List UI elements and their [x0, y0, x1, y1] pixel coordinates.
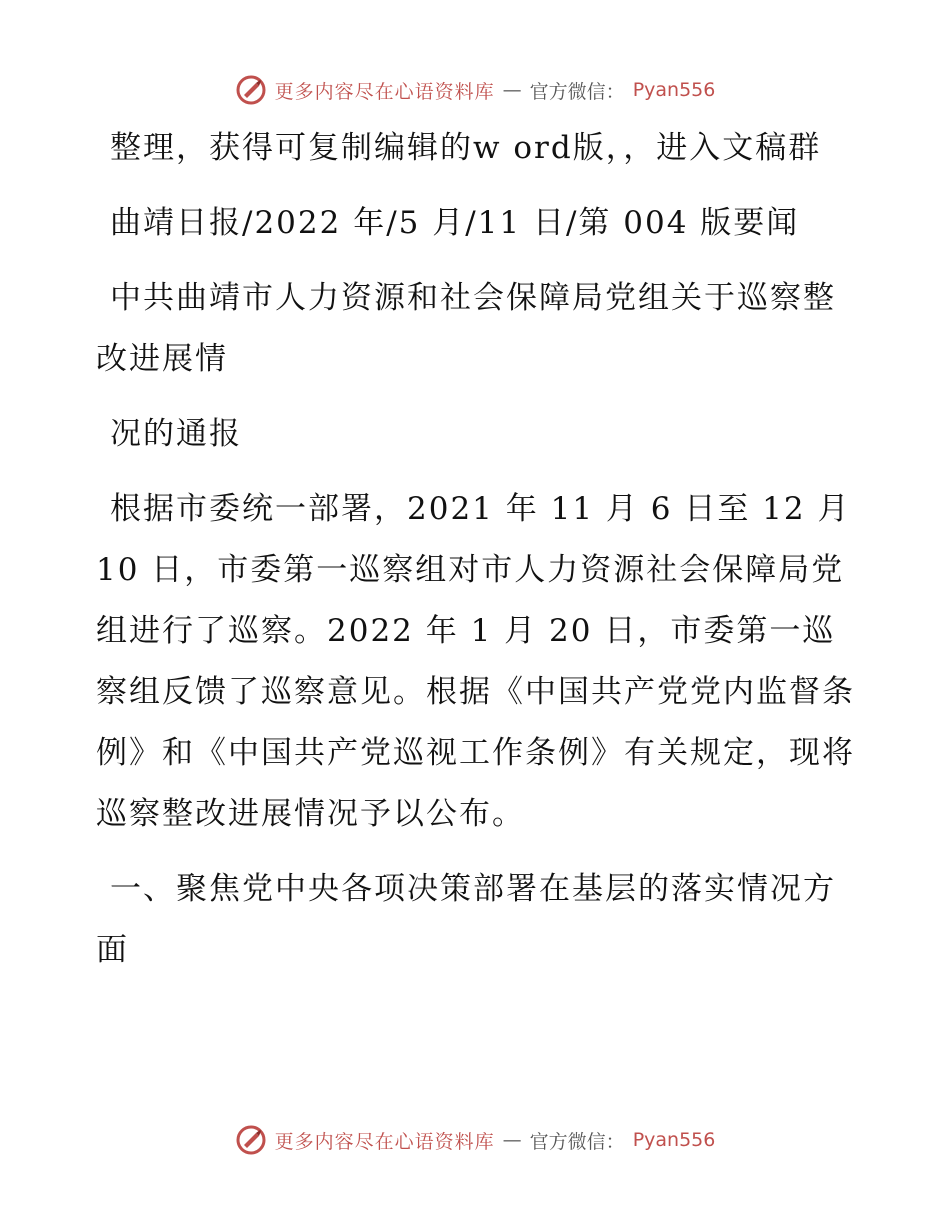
- doc-paragraph-note: 整理，获得可复制编辑的w ord版，，进入文稿群: [110, 130, 822, 166]
- doc-paragraph-source: 曲靖日报/2022 年/5 月/11 日/第 004 版要闻: [110, 205, 800, 241]
- watermark-wechat-label: 官方微信：: [529, 1130, 625, 1153]
- watermark-wechat-id: Pyan556: [632, 1129, 716, 1151]
- doc-section-heading: 一、聚焦党中央各项决策部署在基层的落实情况方面: [96, 871, 836, 968]
- header-watermark: [0, 70, 950, 110]
- watermark-separator: —: [502, 79, 522, 101]
- brand-logo-icon: [235, 1124, 267, 1156]
- watermark-wechat-label: 官方微信：: [529, 80, 625, 103]
- watermark-text: 更多内容尽在心语资料库: [274, 80, 495, 103]
- document-body: [96, 118, 856, 995]
- doc-paragraph-body: 根据市委统一部署，2021 年 11 月 6 日至 12 月 10 日，市委第一巡察组对市人力资源社会保障局党组进行了巡察。2022 年 1 月 20 日，市委第一巡察组反馈了巡察意见。根据《中国共产党党内监督条例》和《中国共产党巡视工作条例》有关规定，现将巡察整改进展情况予以公布。: [96, 491, 855, 832]
- watermark-text: 更多内容尽在心语资料库: [274, 1130, 495, 1153]
- footer-watermark: [0, 1120, 950, 1160]
- watermark-separator: —: [502, 1129, 522, 1151]
- doc-title-line2: 况的通报: [110, 416, 242, 452]
- brand-logo-icon: [235, 74, 267, 106]
- watermark-wechat-id: Pyan556: [632, 79, 716, 101]
- doc-title-line1: 中共曲靖市人力资源和社会保障局党组关于巡察整改进展情: [96, 280, 836, 377]
